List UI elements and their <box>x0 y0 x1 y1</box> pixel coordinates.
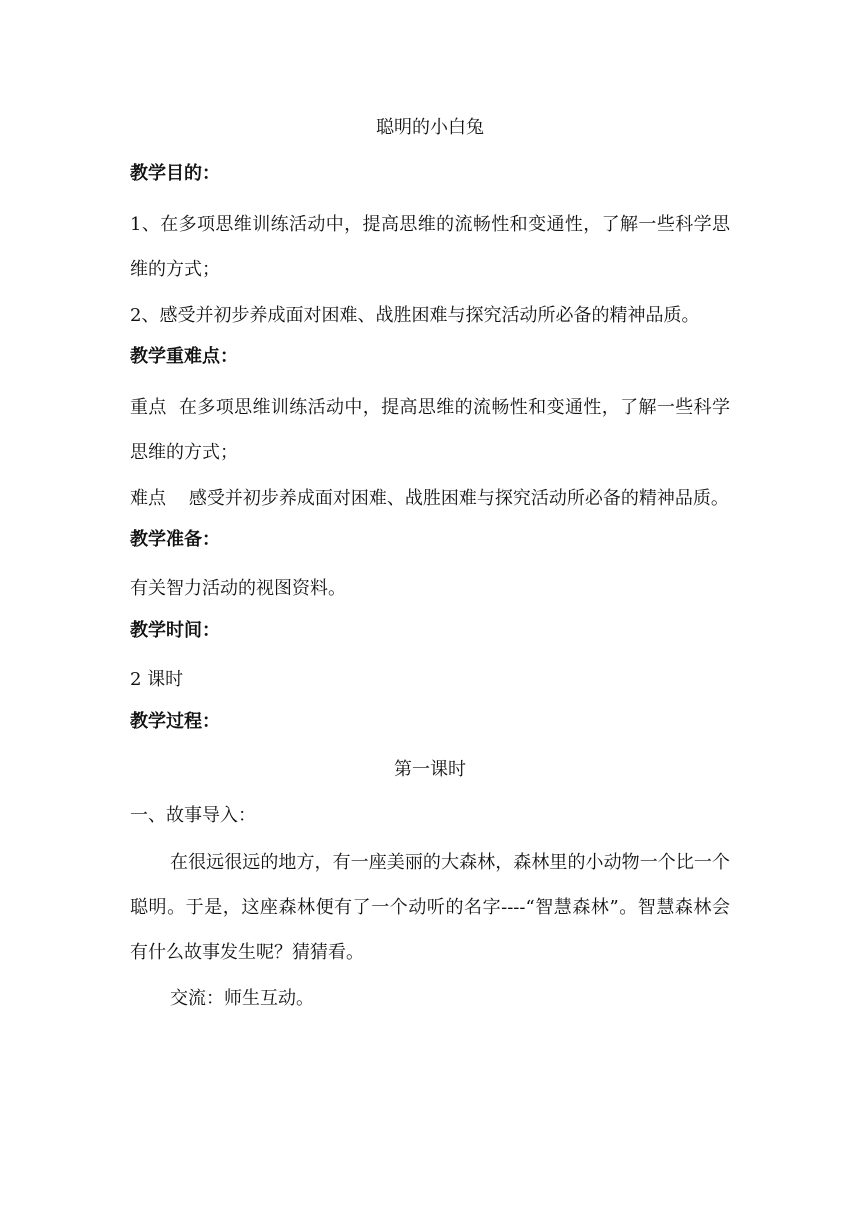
key-points-heading: 教学重难点： <box>130 346 238 367</box>
exchange-paragraph: 交流：师生互动。 <box>170 988 314 1009</box>
preparation-text: 有关智力活动的视图资料。 <box>130 578 346 599</box>
key-point-important: 重点 在多项思维训练活动中，提高思维的流畅性和变通性，了解一些科学思维的方式； <box>130 397 730 463</box>
time-heading: 教学时间： <box>130 620 220 641</box>
time-text: 2 课时 <box>130 669 184 690</box>
objectives-heading: 教学目的： <box>130 163 220 184</box>
story-paragraph: 在很远很远的地方，有一座美丽的大森林，森林里的小动物一个比一个聪明。于是，这座森林便有了一个动听的名字----“智慧森林”。智慧森林会有什么故事发生呢？猜猜看。 <box>130 852 730 963</box>
document-title: 聪明的小白兔 <box>376 117 484 138</box>
section1-heading: 一、故事导入： <box>130 805 256 826</box>
preparation-heading: 教学准备： <box>130 529 220 550</box>
session-title: 第一课时 <box>394 759 466 780</box>
objective-item-2: 2、感受并初步养成面对困难、战胜困难与探究活动所必备的精神品质。 <box>130 305 700 326</box>
objective-item-1: 1、在多项思维训练活动中，提高思维的流畅性和变通性，了解一些科学思维的方式； <box>130 214 730 280</box>
key-point-difficult: 难点 感受并初步养成面对困难、战胜困难与探究活动所必备的精神品质。 <box>130 488 729 509</box>
document-page <box>130 110 730 1021</box>
process-heading: 教学过程： <box>130 711 220 732</box>
